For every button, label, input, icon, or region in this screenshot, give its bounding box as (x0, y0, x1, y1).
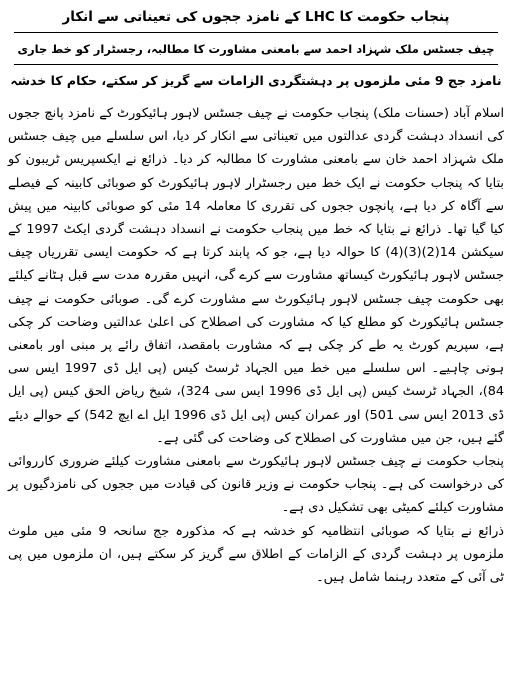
headline-sub-2: نامزد جج 9 مئی ملزموں پر دہشتگردی الزامات سے گریز کر سکتے، حکام کا خدشہ (10, 73, 502, 88)
article-paragraph: پنجاب حکومت نے چیف جسٹس لاہور ہائیکورٹ سے بامعنی مشاورت کیلئے ضروری کارروائی کی درخواست کی ہے۔ پنجاب حکومت نے وزیر قانون کی قیادت میں ججوں کی نامزدگیوں پر مشاورت کیلئے کمیٹی بھی تشکیل دی ہے۔ (8, 454, 504, 516)
article-paragraph: اسلام آباد (حسنات ملک) پنجاب حکومت نے چیف جسٹس لاہور ہائیکورٹ کے نامزد پانچ ججوں کی انسداد دہشت گردی عدالتوں میں تعیناتی سے انکار کر دیا، اس سلسلے میں چیف جسٹس ملک شہزاد احمد خان سے بامعنی مشاورت کا مطالبہ کر دیا۔ ذرائع نے ایکسپریس ٹریبون کو بتایا کہ پنجاب حکومت نے ایک خط میں رجسٹرار لاہور ہائیکورٹ کو صوبائی کابینہ کے فیصلے سے آگاہ کر دیا ہے، پانچوں ججوں کی تقرری کا معاملہ 14 مئی کو صوبائی کابینہ میں پیش کیا گیا تھا۔ ذرائع نے بتایا کہ خط میں پنجاب حکومت نے انسداد دہشت گردی ایکٹ 1997 کے سیکشن 14(2)(3)(4) کا حوالہ دیا ہے، جو کہ پابند کرتا ہے کہ حکومت ایسی تقرریاں چیف جسٹس لاہور ہائیکورٹ کیساتھ مشاورت سے کرے گی، انہیں مقررہ مدت سے قبل ہٹانے کیلئے بھی حکومت چیف جسٹس لاہور ہائیکورٹ سے مشاورت کرے گی۔ صوبائی حکومت نے چیف جسٹس ہائیکورٹ کو مطلع کیا کہ مشاورت کی اصطلاح کی اعلیٰ عدالتیں وضاحت کر چکی ہے، سپریم کورٹ یہ طے کر چکی ہے کہ مشاورت بامقصد، اتفاق رائے پر مبنی اور بامعنی ہونی چاہیے۔ اس سلسلے میں خط میں الجہاد ٹرسٹ کیس (پی ایل ڈی 1997 ایس سی 84)، الجہاد ٹرسٹ کیس (پی ایل ڈی 1996 ایس سی 324)، شیخ ریاض الحق کیس (پی ایل ڈی 2013 ایس سی 501) اور عمران کیس (پی ایل ڈی 1996 ایل اے ایچ 542) کے حوالے دیئے گئے ہیں، جن میں مشاورت کی اصطلاح کی وضاحت کی گئی ہے۔ (8, 106, 505, 446)
headline-divider (14, 64, 498, 65)
article-paragraph: ذرائع نے بتایا کہ صوبائی انتظامیہ کو خدشہ ہے کہ مذکورہ جج سانحہ 9 مئی میں ملوث ملزموں پر دہشت گردی کے الزامات کے اطلاق سے گریز کر سکتے ہیں، ان ملزموں میں پی ٹی آئی کے متعدد رہنما شامل ہیں۔ (8, 523, 504, 586)
headline-main: پنجاب حکومت کا LHC کے نامزد ججوں کی تعیناتی سے انکار (62, 9, 450, 25)
headline-block (8, 6, 504, 92)
headline-sub-1: چیف جسٹس ملک شہزاد احمد سے بامعنی مشاورت کا مطالبہ، رجسٹرار کو خط جاری (17, 42, 495, 56)
article-body (8, 102, 504, 589)
headline-divider (14, 32, 498, 33)
